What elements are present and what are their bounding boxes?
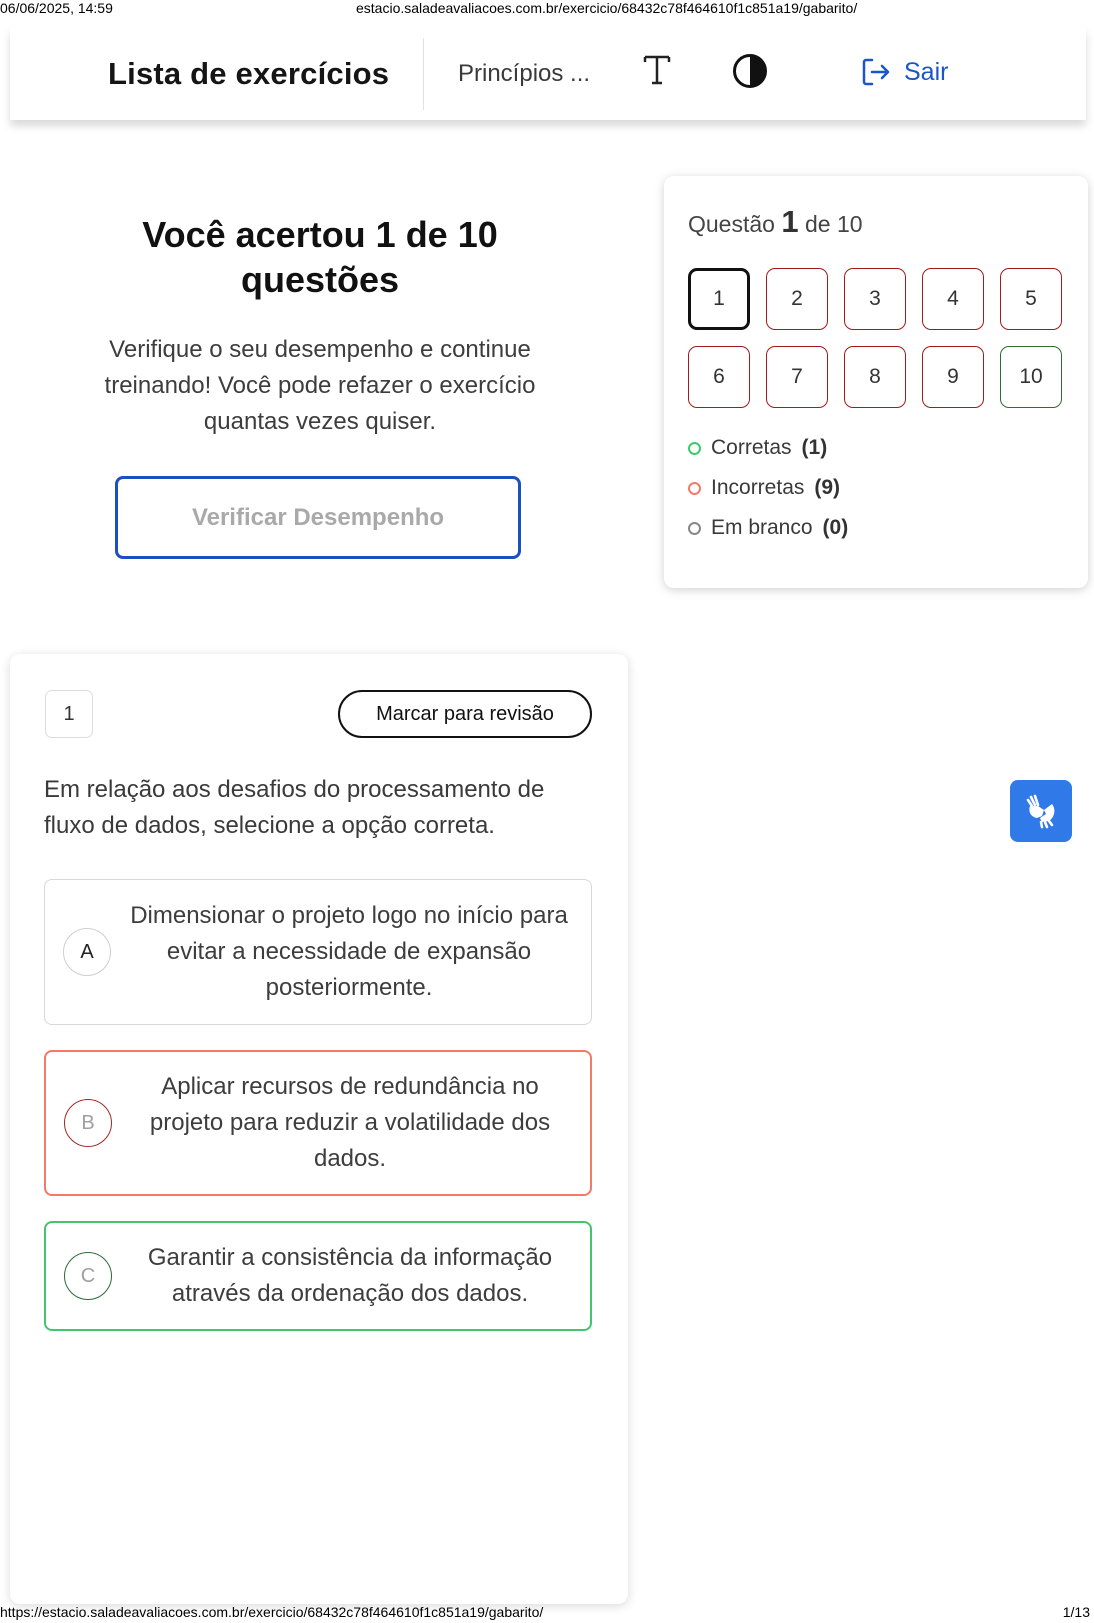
legend-incorrect-label: Incorretas (711, 476, 805, 499)
print-url: https://estacio.saladeavaliacoes.com.br/exercicio/68432c78f464610f1c851a19/gabarito/ (0, 1604, 544, 1620)
contrast-button[interactable] (726, 48, 774, 94)
option-letter: C (64, 1252, 112, 1300)
question-number-button[interactable]: 7 (766, 346, 828, 408)
question-number-button[interactable]: 6 (688, 346, 750, 408)
question-index-badge: 1 (45, 690, 93, 738)
verify-performance-button[interactable]: Verificar Desempenho (115, 476, 521, 559)
legend-blank (688, 508, 848, 548)
incorrect-dot-icon (688, 482, 701, 495)
legend-incorrect (688, 468, 848, 508)
print-header (0, 0, 1094, 18)
question-number-button[interactable]: 3 (844, 268, 906, 330)
status-legend (688, 428, 848, 548)
print-page-number: 1/13 (1062, 1604, 1090, 1620)
blank-dot-icon (688, 522, 701, 535)
option-text: Aplicar recursos de redundância no projeto para reduzir a volatilidade dos dados. (149, 1073, 551, 1172)
print-datetime: 06/06/2025, 14:59 (0, 0, 113, 16)
sign-language-button[interactable] (1010, 780, 1072, 842)
font-size-button[interactable] (634, 46, 680, 94)
option-letter: B (64, 1099, 112, 1147)
print-domain-path: estacio.saladeavaliacoes.com.br/exercicio/68432c78f464610f1c851a19/gabarito/ (356, 0, 858, 16)
page-title: Lista de exercícios (108, 56, 390, 91)
question-card (10, 654, 628, 1604)
question-number-button[interactable]: 1 (688, 268, 750, 330)
header-divider (423, 38, 424, 110)
answer-option-a[interactable] (44, 879, 592, 1025)
legend-correct-count: (1) (801, 436, 828, 459)
legend-blank-label: Em branco (711, 516, 813, 539)
logout-label: Sair (904, 57, 949, 86)
legend-correct (688, 428, 848, 468)
legend-correct-label: Corretas (711, 436, 792, 459)
answer-option-b[interactable] (44, 1050, 592, 1196)
top-bar (10, 28, 1086, 120)
mark-for-review-button[interactable]: Marcar para revisão (338, 690, 592, 738)
question-number-button[interactable]: 9 (922, 346, 984, 408)
question-number-button[interactable]: 2 (766, 268, 828, 330)
question-number-button[interactable]: 5 (1000, 268, 1062, 330)
legend-incorrect-count: (9) (814, 476, 841, 499)
question-navigator (664, 176, 1088, 588)
answer-option-c[interactable] (44, 1221, 592, 1331)
option-text: Dimensionar o projeto logo no início para evitar a necessidade de expansão posteriormente. (130, 902, 568, 1001)
question-statement: Em relação aos desafios do processamento de fluxo de dados, selecione a opção correta. (44, 776, 545, 839)
result-title: Você acertou 1 de 10 questões (142, 214, 498, 300)
question-counter-suffix: de 10 (804, 211, 863, 237)
contrast-icon (732, 53, 768, 89)
option-text: Garantir a consistência da informação através da ordenação dos dados. (147, 1244, 553, 1307)
correct-dot-icon (688, 442, 701, 455)
sign-language-icon (1022, 792, 1060, 830)
question-number-button[interactable]: 4 (922, 268, 984, 330)
legend-blank-count: (0) (822, 516, 849, 539)
question-number-grid (688, 268, 1068, 408)
question-number-button[interactable]: 10 (1000, 346, 1062, 408)
print-footer (0, 1604, 1094, 1622)
result-summary (60, 212, 580, 440)
option-letter: A (63, 928, 111, 976)
logout-icon (860, 56, 892, 88)
question-counter (688, 204, 863, 240)
logout-button[interactable] (860, 52, 948, 92)
result-description: Verifique o seu desempenho e continue treinando! Você pode refazer o exercício quantas vezes quiser. (104, 336, 536, 435)
question-number-button[interactable]: 8 (844, 346, 906, 408)
question-counter-current: 1 (781, 204, 799, 239)
font-size-icon (642, 54, 672, 86)
question-counter-prefix: Questão (688, 211, 775, 237)
subject-name[interactable]: Princípios ... (458, 60, 591, 87)
